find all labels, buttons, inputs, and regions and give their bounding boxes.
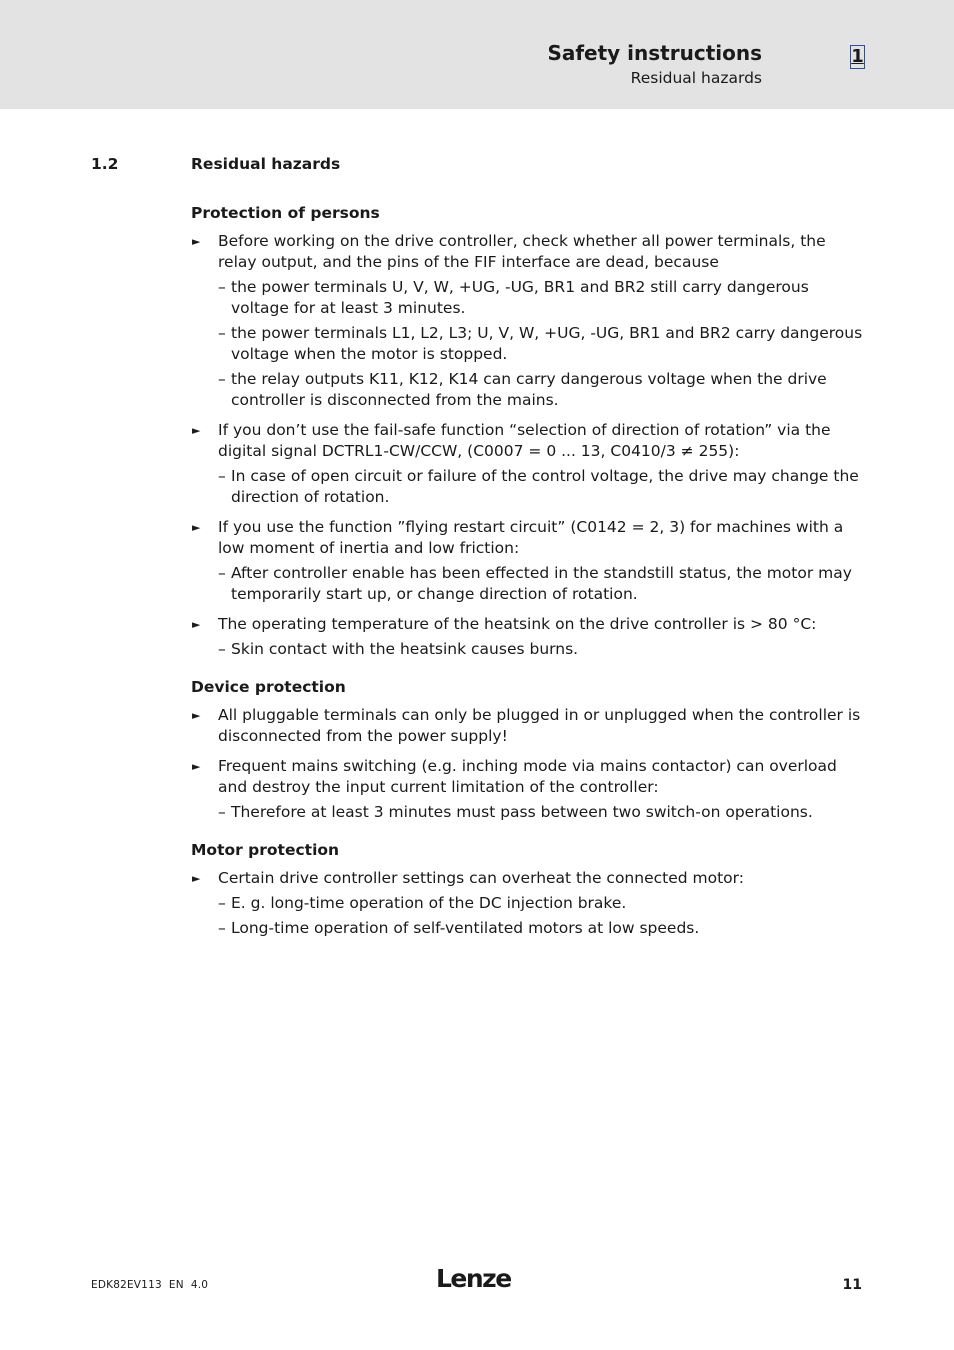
bullet-text: If you use the function ”flying restart circuit” (C0142 = 2, 3) for machines with a low moment of inertia and low friction:: [218, 518, 844, 557]
bullet-item: [191, 705, 863, 747]
dash-text: the power terminals U, V, W, +UG, -UG, BR1 and BR2 still carry dangerous voltage for at least 3 minutes.: [231, 278, 809, 317]
dash-item: [191, 323, 863, 365]
bullet-text: The operating temperature of the heatsink on the drive controller is > 80 °C:: [218, 615, 817, 633]
dash-text: Therefore at least 3 minutes must pass between two switch-on operations.: [231, 803, 813, 821]
bullet-text: If you don’t use the fail-safe function “selection of direction of rotation” via the digital signal DCTRL1-CW/CCW, (C0007 = 0 ... 13, C0410/3 ≠ 255):: [218, 421, 831, 460]
section-title: Residual hazards: [191, 155, 341, 173]
dash-mark: –: [218, 370, 226, 388]
bullet-item: [191, 420, 863, 462]
page-number: 11: [842, 1277, 862, 1293]
bullet-arrow-icon: ►: [192, 872, 201, 885]
bullet-arrow-icon: ►: [192, 618, 201, 631]
bullet-item: [191, 614, 863, 635]
dash-mark: –: [218, 919, 226, 937]
dash-text: the power terminals L1, L2, L3; U, V, W, +UG, -UG, BR1 and BR2 carry dangerous voltage when the motor is stopped.: [231, 324, 863, 363]
bullet-text: All pluggable terminals can only be plugged in or unplugged when the controller is disconnected from the power supply!: [218, 706, 861, 745]
bullet-arrow-icon: ►: [192, 521, 201, 534]
page-header-subtitle: Residual hazards: [630, 69, 762, 87]
bullet-arrow-icon: ►: [192, 235, 201, 248]
page-header-title: Safety instructions: [547, 41, 762, 65]
subheading-protection-of-persons: Protection of persons: [191, 204, 380, 222]
bullet-item: [191, 756, 863, 798]
dash-text: the relay outputs K11, K12, K14 can carry dangerous voltage when the drive controller is disconnected from the mains.: [231, 370, 827, 409]
dash-item: [191, 893, 863, 914]
dash-item: [191, 918, 863, 939]
bullet-item: [191, 868, 863, 889]
dash-mark: –: [218, 467, 226, 485]
dash-item: [191, 277, 863, 319]
dash-item: [191, 466, 863, 508]
dash-item: [191, 639, 863, 660]
bullet-arrow-icon: ►: [192, 424, 201, 437]
chapter-link[interactable]: 1: [851, 46, 864, 67]
subheading-motor-protection: Motor protection: [191, 841, 340, 859]
content-body: [191, 203, 863, 943]
bullet-arrow-icon: ►: [192, 709, 201, 722]
header-band: [0, 0, 954, 109]
bullet-arrow-icon: ►: [192, 760, 201, 773]
document-id: EDK82EV113 EN 4.0: [91, 1279, 209, 1291]
dash-text: E. g. long-time operation of the DC injection brake.: [231, 894, 627, 912]
dash-mark: –: [218, 894, 226, 912]
bullet-text: Certain drive controller settings can overheat the connected motor:: [218, 869, 744, 887]
dash-item: [191, 802, 863, 823]
bullet-item: [191, 517, 863, 559]
lenze-logo: Lenze: [436, 1264, 511, 1293]
bullet-text: Frequent mains switching (e.g. inching mode via mains contactor) can overload and destroy the input current limitation of the controller:: [218, 757, 837, 796]
subheading-device-protection: Device protection: [191, 678, 346, 696]
bullet-text: Before working on the drive controller, check whether all power terminals, the relay output, and the pins of the FIF interface are dead, because: [218, 232, 826, 271]
dash-mark: –: [218, 564, 226, 582]
dash-mark: –: [218, 324, 226, 342]
dash-mark: –: [218, 278, 226, 296]
dash-text: In case of open circuit or failure of the control voltage, the drive may change the direction of rotation.: [231, 467, 859, 506]
dash-mark: –: [218, 803, 226, 821]
bullet-item: [191, 231, 863, 273]
dash-mark: –: [218, 640, 226, 658]
dash-text: After controller enable has been effected in the standstill status, the motor may temporarily start up, or change direction of rotation.: [231, 564, 852, 603]
dash-text: Long-time operation of self-ventilated motors at low speeds.: [231, 919, 700, 937]
dash-item: [191, 563, 863, 605]
section-number: 1.2: [91, 155, 119, 173]
dash-item: [191, 369, 863, 411]
dash-text: Skin contact with the heatsink causes burns.: [231, 640, 579, 658]
